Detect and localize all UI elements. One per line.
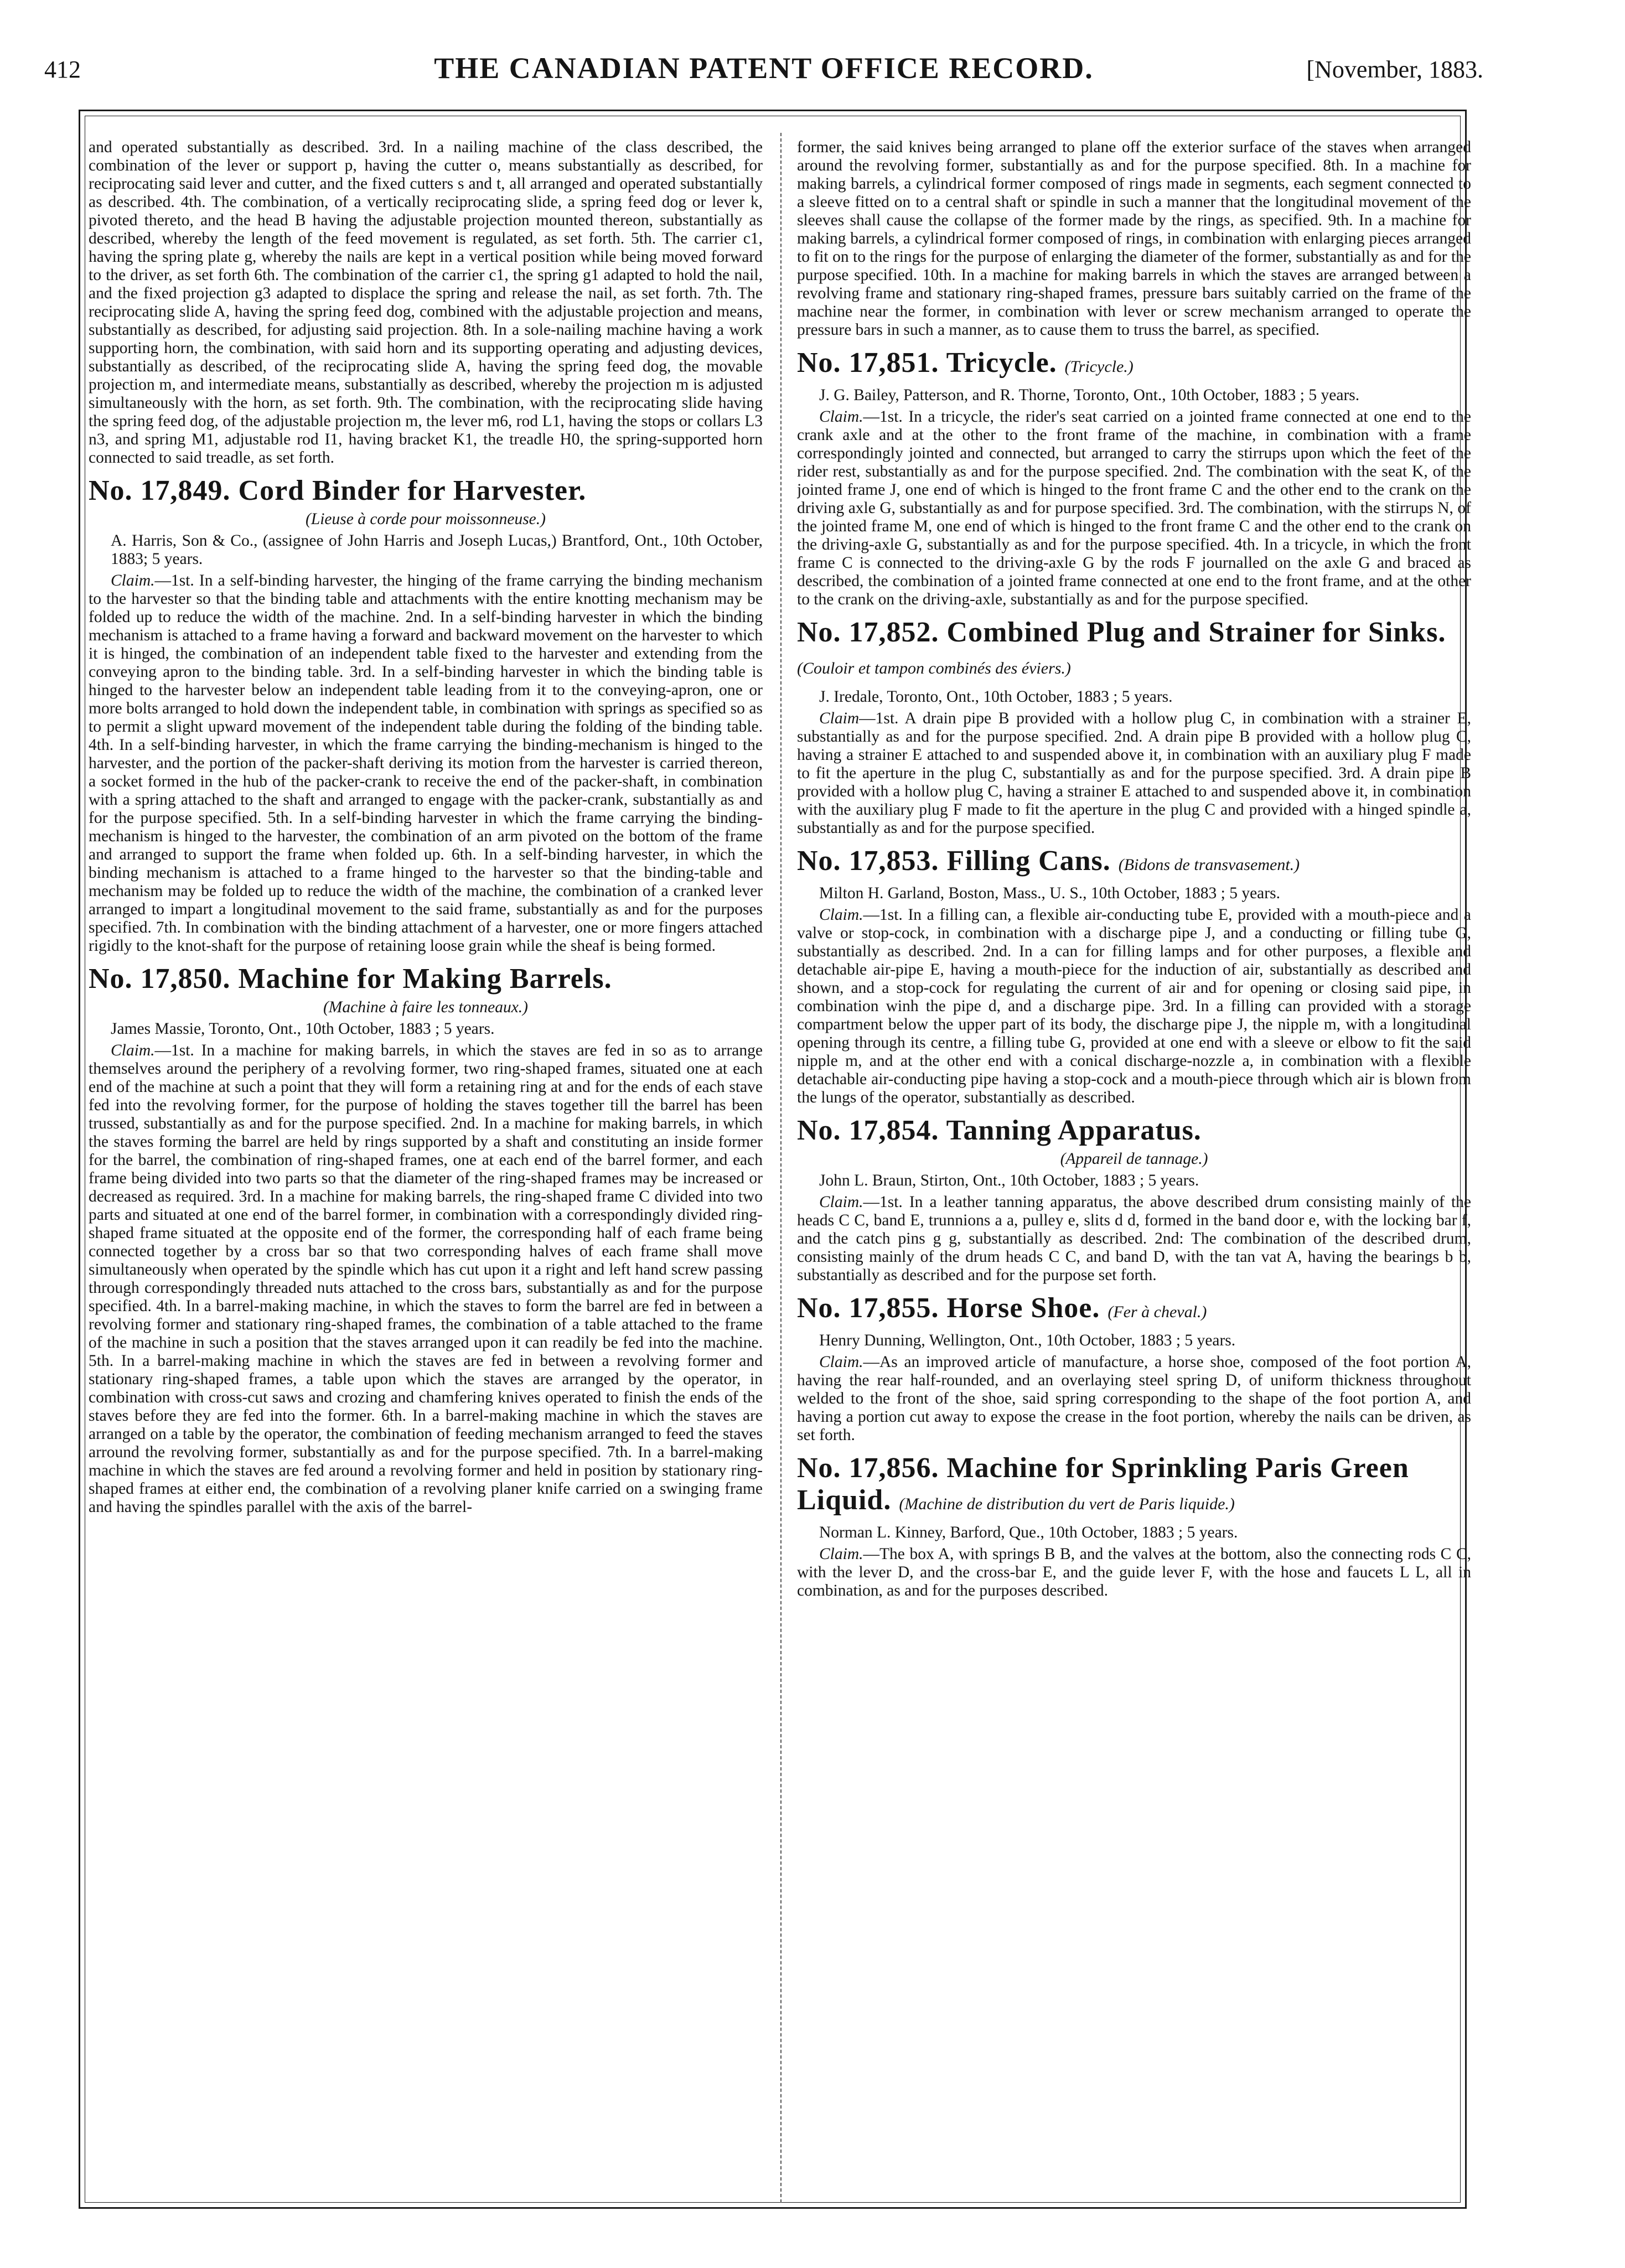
applicant-line: Henry Dunning, Wellington, Ont., 10th October, 1883 ; 5 years. [819, 1332, 1236, 1349]
claim-label: Claim. [819, 408, 863, 426]
claim-text [797, 906, 1471, 1107]
patent-heading: No. 17,849. Cord Binder for Harvester. [89, 475, 587, 506]
claim-body: —1st. In a tricycle, the rider's seat carried on a jointed frame connected at one end to the crank axle and at the other to the front frame of the machine, in combination with a frame correspondingly jointed and connected, but arranged to carry the stirrups upon which the feet of the rider rest, substantially as and for the purpose specified. 2nd. The combination with the seat K, of the jointed frame J, one end of which is hinged to the front frame C and the other end to the crank on the driving axle G, substantially as and for purpose specified. 3rd. The combination, with the stirrups N, of the jointed frame M, one end of which is hinged to the front frame C and the other end to the crank on the driving-axle G, substantially as and for the purpose specified. 4th. In a tricycle, in which the front frame C is connected to the driving-axle G by the rods F journalled on the axle G and braced as described, the combination of a jointed frame connected at one end to the front frame, and at the other to the crank on the driving-axle, substantially as and for the purpose specified. [797, 408, 1471, 608]
claim-body: —As an improved article of manufacture, a horse shoe, composed of the foot portion A, having the rear half-rounded, and an overlaying steel spring D, of uniform thickness throughout welded to the front of the shoe, said spring corresponding to the shape of the foot portion A, and having a portion cut away to expose the crease in the foot portion, whereby the nails can be driven, as set forth. [797, 1353, 1471, 1444]
publication-title: THE CANADIAN PATENT OFFICE RECORD. [434, 51, 1094, 85]
applicant-line: James Massie, Toronto, Ont., 10th October, 1883 ; 5 years. [111, 1020, 495, 1038]
patent-heading [797, 617, 1471, 685]
patent-17854 [797, 1115, 1471, 1285]
claim-label: Claim. [819, 1353, 863, 1371]
french-title: (Fer à cheval.) [1108, 1303, 1207, 1321]
claim-body: —The box A, with springs B B, and the valves at the bottom, also the connecting rods C C, with the lever D, and the cross-bar E, and the guide lever F, with the hose and faucets L L, all in combination, as and for the purposes described. [797, 1545, 1471, 1599]
claim-body: —1st. A drain pipe B provided with a hollow plug C, in combination with a strainer E, substantially as and for the purpose specified. 2nd. A drain pipe B provided with a hollow plug C, having a strainer E attached to and suspended above it, in combination with an auxiliary plug F made to fit the aperture in the plug C, substantially as and for the purpose specified. 3rd. A drain pipe B provided with a hollow plug C, having a strainer E attached to and suspended above it, in combination with the auxiliary plug F made to fit the aperture in the plug C and provided with a hinged spindle a, substantially as and for the purpose specified. [797, 710, 1471, 837]
patent-heading [797, 1292, 1471, 1328]
patent-17853 [797, 845, 1471, 1107]
claim-text [797, 710, 1471, 837]
patent-heading-text: No. 17,855. Horse Shoe. [797, 1292, 1100, 1324]
page-number: 412 [44, 56, 81, 83]
claim-body: —1st. In a machine for making barrels, in which the staves are fed in so as to arrange themselves around the periphery of a revolving former, two ring-shaped frames, situated one at each end of the machine at such a point that they will form a retaining ring at and for the ends of each stave fed into the revolving former, for the purpose of holding the staves together till the barrel has been trussed, substantially as and for the purpose specified. 2nd. In a machine for making barrels, in which the staves forming the barrel are held by rings supported by a shaft and constituting an inside former for the barrel, the combination of ring-shaped frames, one at each end of the barrel former, and each frame being divided into two parts so that the diameter of the ring-shaped frames may be increased or decreased as required. 3rd. In a machine for making barrels, the ring-shaped frame C divided into two parts and situated at one end of the barrel former, in combination with a correspondingly divided ring-shaped frame situated at the opposite end of the former, the corresponding half of each frame being connected together by a cross bar so that two corresponding halves of each frame shall move simultaneously when operated by the spindle which has cut upon it a right and left hand screw passing through correspondingly threaded nuts attached to the cross bars, substantially as and for the purpose specified. 4th. In a barrel-making machine, in which the staves to form the barrel are fed in between a revolving former and stationary ring-shaped frames, the combination of a table attached to the frame of the machine in such a position that the staves arranged upon it can readily be fed into the machine. 5th. In a barrel-making machine in which the staves are fed in between a revolving former and stationary ring-shaped frames, a table upon which the staves are arranged by the operator, in combination with cross-cut saws and crozing and chamfering knives operated to finish the ends of the staves before they are fed into the former. 6th. In a barrel-making machine in which the staves are arranged on a table by the operator, the combination of feeding mechanism arranged to feed the staves arround the revolving former, substantially as and for the purpose specified. 7th. In a barrel-making machine in which the staves are fed around a revolving former and held in position by stationary ring-shaped frames at either end, the combination of a revolving planer knife carried on a swinging frame and having the spindles parallel with the axis of the barrel- [89, 1042, 763, 1516]
claim-text [89, 1042, 763, 1516]
patent-17855 [797, 1292, 1471, 1444]
left-column [89, 138, 763, 2197]
patent-17851 [797, 347, 1471, 609]
patent-heading-text: No. 17,856. Machine for Sprinkling Paris Green Liquid. [797, 1452, 1409, 1516]
claim-label: Claim. [111, 1042, 155, 1059]
french-title: (Machine de distribution du vert de Paris liquide.) [899, 1495, 1235, 1513]
patent-heading-text: No. 17,853. Filling Cans. [797, 845, 1111, 877]
patent-17849 [89, 475, 763, 955]
patent-heading [797, 845, 1471, 881]
french-title: (Tricycle.) [1064, 358, 1134, 376]
applicant-line: J. G. Bailey, Patterson, and R. Thorne, Toronto, Ont., 10th October, 1883 ; 5 years. [819, 386, 1360, 404]
column-divider [780, 133, 782, 2203]
applicant-line: Norman L. Kinney, Barford, Que., 10th October, 1883 ; 5 years. [819, 1524, 1238, 1541]
french-title: (Appareil de tannage.) [1060, 1150, 1208, 1168]
continued-claims-text: and operated substantially as described. 3rd. In a nailing machine of the class described, the combination of the lever or support p, having the cutter o, means substantially as described, for reciprocating said lever and cutter, and the fixed cutters s and t, all arranged and operated substantially as described. 4th. The combination, of a vertically reciprocating slide, a spring feed dog or lever k, pivoted thereto, and the head B having the adjustable projection mounted thereon, substantially as described, whereby the length of the feed movement is regulated, as set forth. 5th. The carrier c1, having the spring plate g, whereby the nails are kept in a vertical position while being moved forward to the driver, as set forth 6th. The combination of the carrier c1, the spring g1 adapted to hold the nail, and the fixed projection g3 adapted to displace the spring and release the nail, as set forth. 7th. The reciprocating slide A, having the spring feed dog, combined with the adjustable projection and means, substantially as described, for adjusting said projection. 8th. In a sole-nailing machine having a work supporting horn, the combination, with said horn and its supporting operating and adjusting devices, substantially as described, of the reciprocating slide A, having the spring feed dog, the movable projection m, and intermediate means, substantially as described, whereby the projection m is adjusted simultaneously with the horn, as set forth. 9th. The combination, with the reciprocating slide having the spring feed dog, of the adjustable projection m, the lever m6, rod L1, having the stops or collars L3 n3, and spring M1, adjustable rod I1, having bracket K1, the treadle H0, the spring-supported horn connected to said treadle, as set forth. [89, 138, 763, 467]
claim-label: Claim. [111, 572, 155, 589]
french-title: (Machine à faire les tonneaux.) [323, 998, 528, 1016]
patent-17850 [89, 963, 763, 1516]
claim-label: Claim. [819, 906, 863, 924]
claim-text [797, 1193, 1471, 1285]
patent-17856 [797, 1452, 1471, 1600]
right-column [797, 138, 1471, 2197]
claim-body: —1st. In a self-binding harvester, the hinging of the frame carrying the binding mechanism to the harvester so that the binding table and attachments with the entire knotting mechanism may be folded up to reduce the width of the machine. 2nd. In a self-binding harvester in which the binding mechanism is attached to a frame having a forward and backward movement on the harvester to which it is hinged, the combination of an independent table fixed to the harvester and extending from the conveying apron to the binding table. 3rd. In a self-binding harvester in which the binding table is hinged to the harvester below an independent table leading from it to the conveying-apron, one or more bolts arranged to hold down the independent table, in combination with springs as specified so as to permit a slight upward movement of the independent table during the folding of the binding table. 4th. In a self-binding harvester, in which the frame carrying the binding-mechanism is hinged to the harvester, and the portion of the packer-shaft deriving its motion from the harvester is carried thereon, a socket formed in the hub of the packer-crank to receive the end of the packer-shaft, in combination with a spring attached to the shaft and arranged to engage with the packer-crank, substantially as and for the purpose specified. 5th. In a self-binding harvester in which the frame carrying the binding-mechanism is hinged to the harvester, the combination of an arm pivoted on the bottom of the frame and arranged to support the frame when folded up. 6th. In a self-binding harvester, in which the binding mechanism is attached to a frame hinged to the harvester so that the binding-table and mechanism may be folded up to reduce the width of the machine, the combination of a cranked lever arranged to impart a longitudinal movement to the said frame, substantially as and for the purposes specified. 7th. In combination with the binding attachment of a harvester, one or more fingers attached rigidly to the knot-shaft for the purpose of retaining loose grain while the sheaf is being formed. [89, 572, 763, 955]
patent-heading: No. 17,850. Machine for Making Barrels. [89, 963, 612, 995]
french-title: (Lieuse à corde pour moissonneuse.) [306, 510, 546, 528]
patent-heading [797, 1452, 1471, 1520]
applicant-line: Milton H. Garland, Boston, Mass., U. S., 10th October, 1883 ; 5 years. [819, 884, 1280, 902]
page-header [44, 51, 1483, 95]
claim-label: Claim. [819, 1545, 863, 1563]
patent-heading-text: No. 17,852. Combined Plug and Strainer for Sinks. [797, 617, 1446, 648]
claim-label: Claim [819, 710, 860, 727]
applicant-line: A. Harris, Son & Co., (assignee of John Harris and Joseph Lucas,) Brantford, Ont., 10th October, 1883; 5 years. [111, 532, 763, 568]
claim-text [797, 408, 1471, 609]
claim-text [797, 1353, 1471, 1444]
claim-text [89, 572, 763, 955]
claim-label: Claim. [819, 1193, 863, 1211]
patent-heading: No. 17,854. Tanning Apparatus. [797, 1115, 1202, 1146]
patent-17852 [797, 617, 1471, 837]
french-title: (Couloir et tampon combinés des éviers.) [797, 659, 1071, 677]
issue-date: [November, 1883. [1306, 56, 1483, 83]
patent-heading-text: No. 17,851. Tricycle. [797, 347, 1057, 379]
claim-body: —1st. In a filling can, a flexible air-conducting tube E, provided with a mouth-piece and a valve or stop-cock, in combination with a discharge pipe J, and a conducting or filling tube G, substantially as described. 2nd. In a can for filling lamps and for other purposes, a flexible and detachable air-pipe E, having a mouth-piece for the induction of air, substantially as described and shown, and a stop-cock for regulating the current of air and for opening or closing said pipe, in combination winh the pipe d, and a discharge pipe. 3rd. In a filling can provided with a storage compartment below the upper part of its body, the discharge pipe J, the nipple m, with a longitudinal opening through its centre, a filling tube G, provided at one end with a sleeve or elbow to fit the said nipple m, and at the other end with a conical discharge-nozzle a, in combination with a flexible detachable air-conducting pipe having a stop-cock and a mouth-piece through which air is blown from the lungs of the operator, substantially as described. [797, 906, 1471, 1106]
applicant-line: John L. Braun, Stirton, Ont., 10th October, 1883 ; 5 years. [819, 1172, 1199, 1189]
claim-text [797, 1545, 1471, 1600]
patent-heading [797, 347, 1471, 383]
claim-body: —1st. In a leather tanning apparatus, the above described drum consisting mainly of the heads C C, band E, trunnions a a, pulley e, slits d d, formed in the band door e, with the locking bar f, and the catch pins g g, substantially as described. 2nd: The combination of the described drum, consisting mainly of the drum heads C C, and band D, with the tan vat A, having the bearings b b, substantially as described and for the purpose set forth. [797, 1193, 1471, 1284]
french-title: (Bidons de transvasement.) [1118, 856, 1300, 874]
applicant-line: J. Iredale, Toronto, Ont., 10th October, 1883 ; 5 years. [819, 688, 1173, 706]
continued-claims-text: former, the said knives being arranged to plane off the exterior surface of the staves when arranged around the revolving former, substantially as and for the purpose specified. 8th. In a machine for making barrels, a cylindrical former composed of rings made in segments, each segment connected to a sleeve fitted on to a central shaft or spindle in such a manner that the longitudinal movement of the sleeves shall cause the collapse of the former made by the rings, as specified. 9th. In a machine for making barrels, a cylindrical former composed of rings, in combination with enlarging pieces arranged to fit on to the rings for the purpose of enlarging the diameter of the former, substantially as and for the purpose specified. 10th. In a machine for making barrels in which the staves are arranged between a revolving frame and stationary ring-shaped frames, pressure bars suitably carried on the frame of the machine near the former, in combination with lever or screw mechanism arranged to operate the pressure bars in such a manner, as to cause them to truss the barrel, as specified. [797, 138, 1471, 339]
